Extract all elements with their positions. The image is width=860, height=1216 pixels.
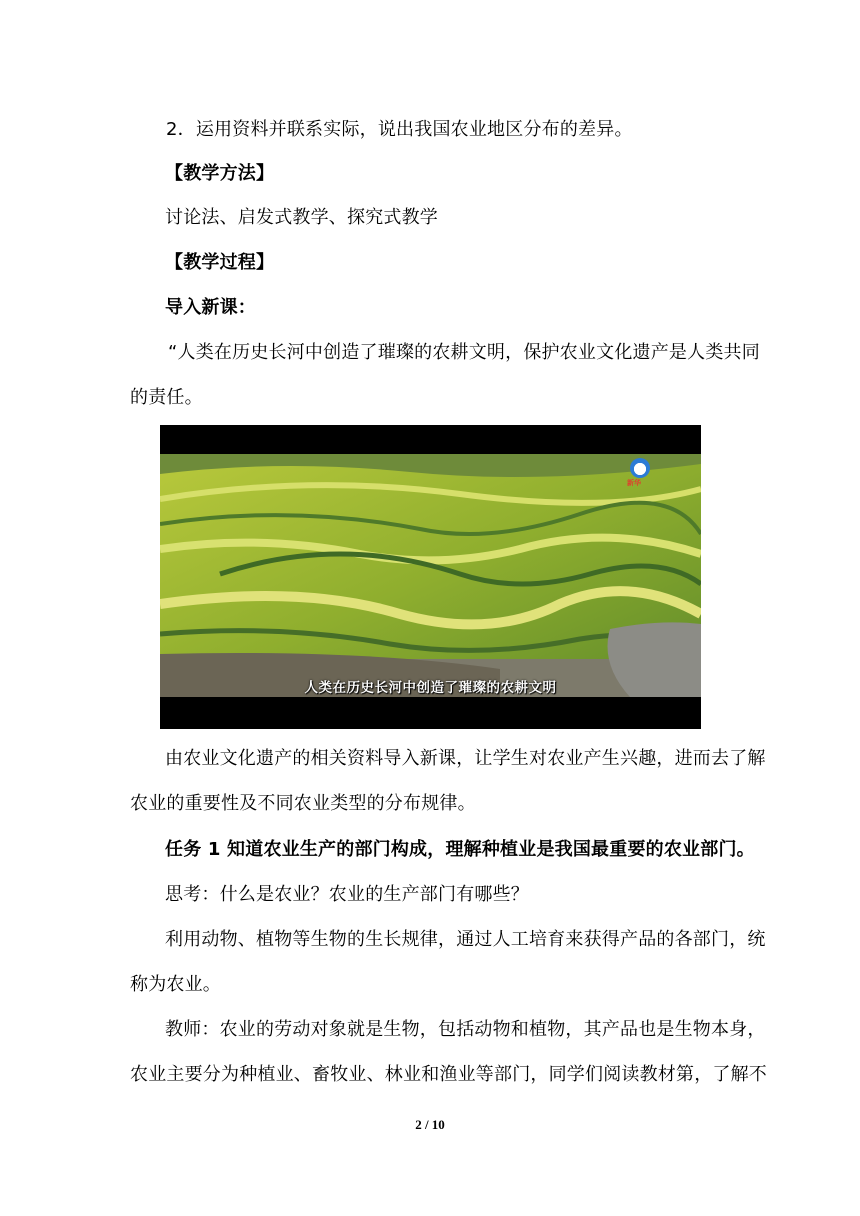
task-1-heading: 任务 1 知道农业生产的部门构成，理解种植业是我国最重要的农业部门。 xyxy=(165,839,755,860)
intro-heading: 导入新课： xyxy=(165,297,256,318)
teacher-line-2: 农业主要分为种植业、畜牧业、林业和渔业等部门，同学们阅读教材第，了解不 xyxy=(130,1064,767,1085)
after-video-line-1: 由农业文化遗产的相关资料导入新课，让学生对农业产生兴趣，进而去了解 xyxy=(165,748,766,769)
method-heading: 【教学方法】 xyxy=(165,163,275,184)
definition-line-2: 称为农业。 xyxy=(130,974,221,995)
method-text: 讨论法、启发式教学、探究式教学 xyxy=(165,207,438,228)
process-heading: 【教学过程】 xyxy=(165,252,275,273)
rice-terrace-image xyxy=(160,454,701,697)
page-number: 2 / 10 xyxy=(415,1117,445,1132)
teacher-line-1: 教师：农业的劳动对象就是生物，包括动物和植物，其产品也是生物本身， xyxy=(165,1019,766,1040)
think-question: 思考：什么是农业？农业的生产部门有哪些？ xyxy=(165,884,529,905)
quote-line-2: 的责任。 xyxy=(130,387,203,408)
video-caption: 人类在历史长河中创造了璀璨的农耕文明 xyxy=(304,680,557,696)
definition-line-1: 利用动物、植物等生物的生长规律，通过人工培育来获得产品的各部门，统 xyxy=(165,929,766,950)
channel-logo-text: 新华 xyxy=(627,479,641,487)
rice-terrace-video-frame xyxy=(160,425,701,729)
quote-line-1: “人类在历史长河中创造了璀璨的农耕文明，保护农业文化遗产是人类共同 xyxy=(168,342,760,363)
after-video-line-2: 农业的重要性及不同农业类型的分布规律。 xyxy=(130,793,476,814)
objective-2: 2．运用资料并联系实际，说出我国农业地区分布的差异。 xyxy=(166,119,633,140)
channel-logo-icon xyxy=(630,458,650,478)
